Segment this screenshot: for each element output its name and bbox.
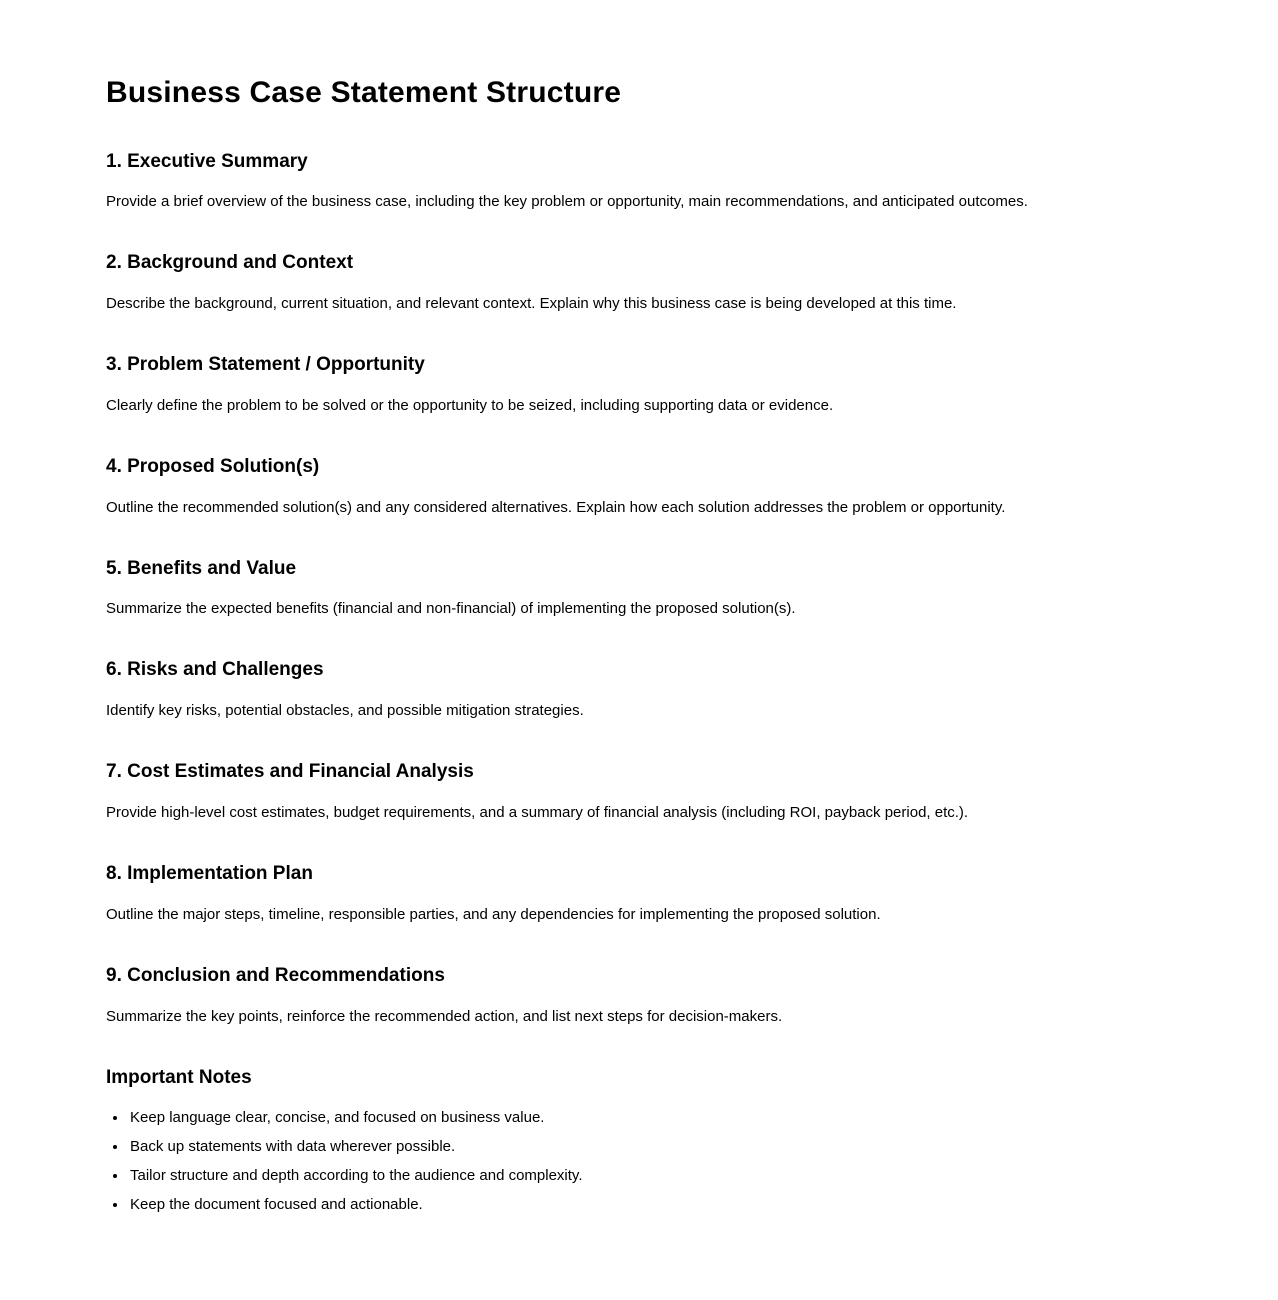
section-background-context — [106, 252, 1188, 314]
section-body: Summarize the key points, reinforce the recommended action, and list next steps for decision-makers. — [106, 1007, 783, 1025]
section-problem-statement — [106, 354, 1188, 416]
section-benefits-value — [106, 558, 1188, 620]
notes-heading: Important Notes — [106, 1066, 252, 1088]
section-heading: 6. Risks and Challenges — [106, 659, 324, 681]
notes-list-item: • Tailor structure and depth according to the audience and complexity. — [128, 1165, 1188, 1186]
section-body: Outline the major steps, timeline, responsible parties, and any dependencies for implementing the proposed solution. — [106, 905, 881, 923]
section-body: Describe the background, current situation, and relevant context. Explain why this business case is being developed at this time. — [106, 295, 957, 313]
section-body: Provide high-level cost estimates, budget requirements, and a summary of financial analysis (including ROI, payback period, etc.). — [106, 804, 969, 822]
page-title: Business Case Statement Structure — [106, 76, 622, 109]
section-executive-summary — [106, 151, 1188, 213]
section-cost-financial — [106, 761, 1188, 823]
section-important-notes — [106, 1067, 1188, 1216]
section-heading: 5. Benefits and Value — [106, 557, 297, 579]
section-body: Outline the recommended solution(s) and any considered alternatives. Explain how each solution addresses the problem or opportunity. — [106, 498, 1006, 516]
notes-list-item: • Keep language clear, concise, and focused on business value. — [128, 1107, 1188, 1128]
section-body: Provide a brief overview of the business case, including the key problem or opportunity, main recommendations, and anticipated outcomes. — [106, 193, 1028, 211]
notes-list — [106, 1107, 1188, 1215]
section-heading: 7. Cost Estimates and Financial Analysis — [106, 761, 474, 783]
section-heading: 9. Conclusion and Recommendations — [106, 964, 445, 986]
section-body: Summarize the expected benefits (financial and non-financial) of implementing the proposed solution(s). — [106, 600, 796, 618]
section-proposed-solutions — [106, 456, 1188, 518]
section-heading: 8. Implementation Plan — [106, 863, 313, 885]
section-heading: 1. Executive Summary — [106, 150, 308, 172]
section-heading: 2. Background and Context — [106, 252, 354, 274]
section-heading: 3. Problem Statement / Opportunity — [106, 354, 425, 376]
section-conclusion — [106, 965, 1188, 1027]
section-body: Identify key risks, potential obstacles, and possible mitigation strategies. — [106, 702, 584, 720]
notes-list-item: • Keep the document focused and actionable. — [128, 1194, 1188, 1215]
section-body: Clearly define the problem to be solved or the opportunity to be seized, including supporting data or evidence. — [106, 396, 834, 414]
notes-list-item: • Back up statements with data wherever possible. — [128, 1136, 1188, 1157]
section-implementation-plan — [106, 863, 1188, 925]
section-risks-challenges — [106, 659, 1188, 721]
section-heading: 4. Proposed Solution(s) — [106, 455, 320, 477]
